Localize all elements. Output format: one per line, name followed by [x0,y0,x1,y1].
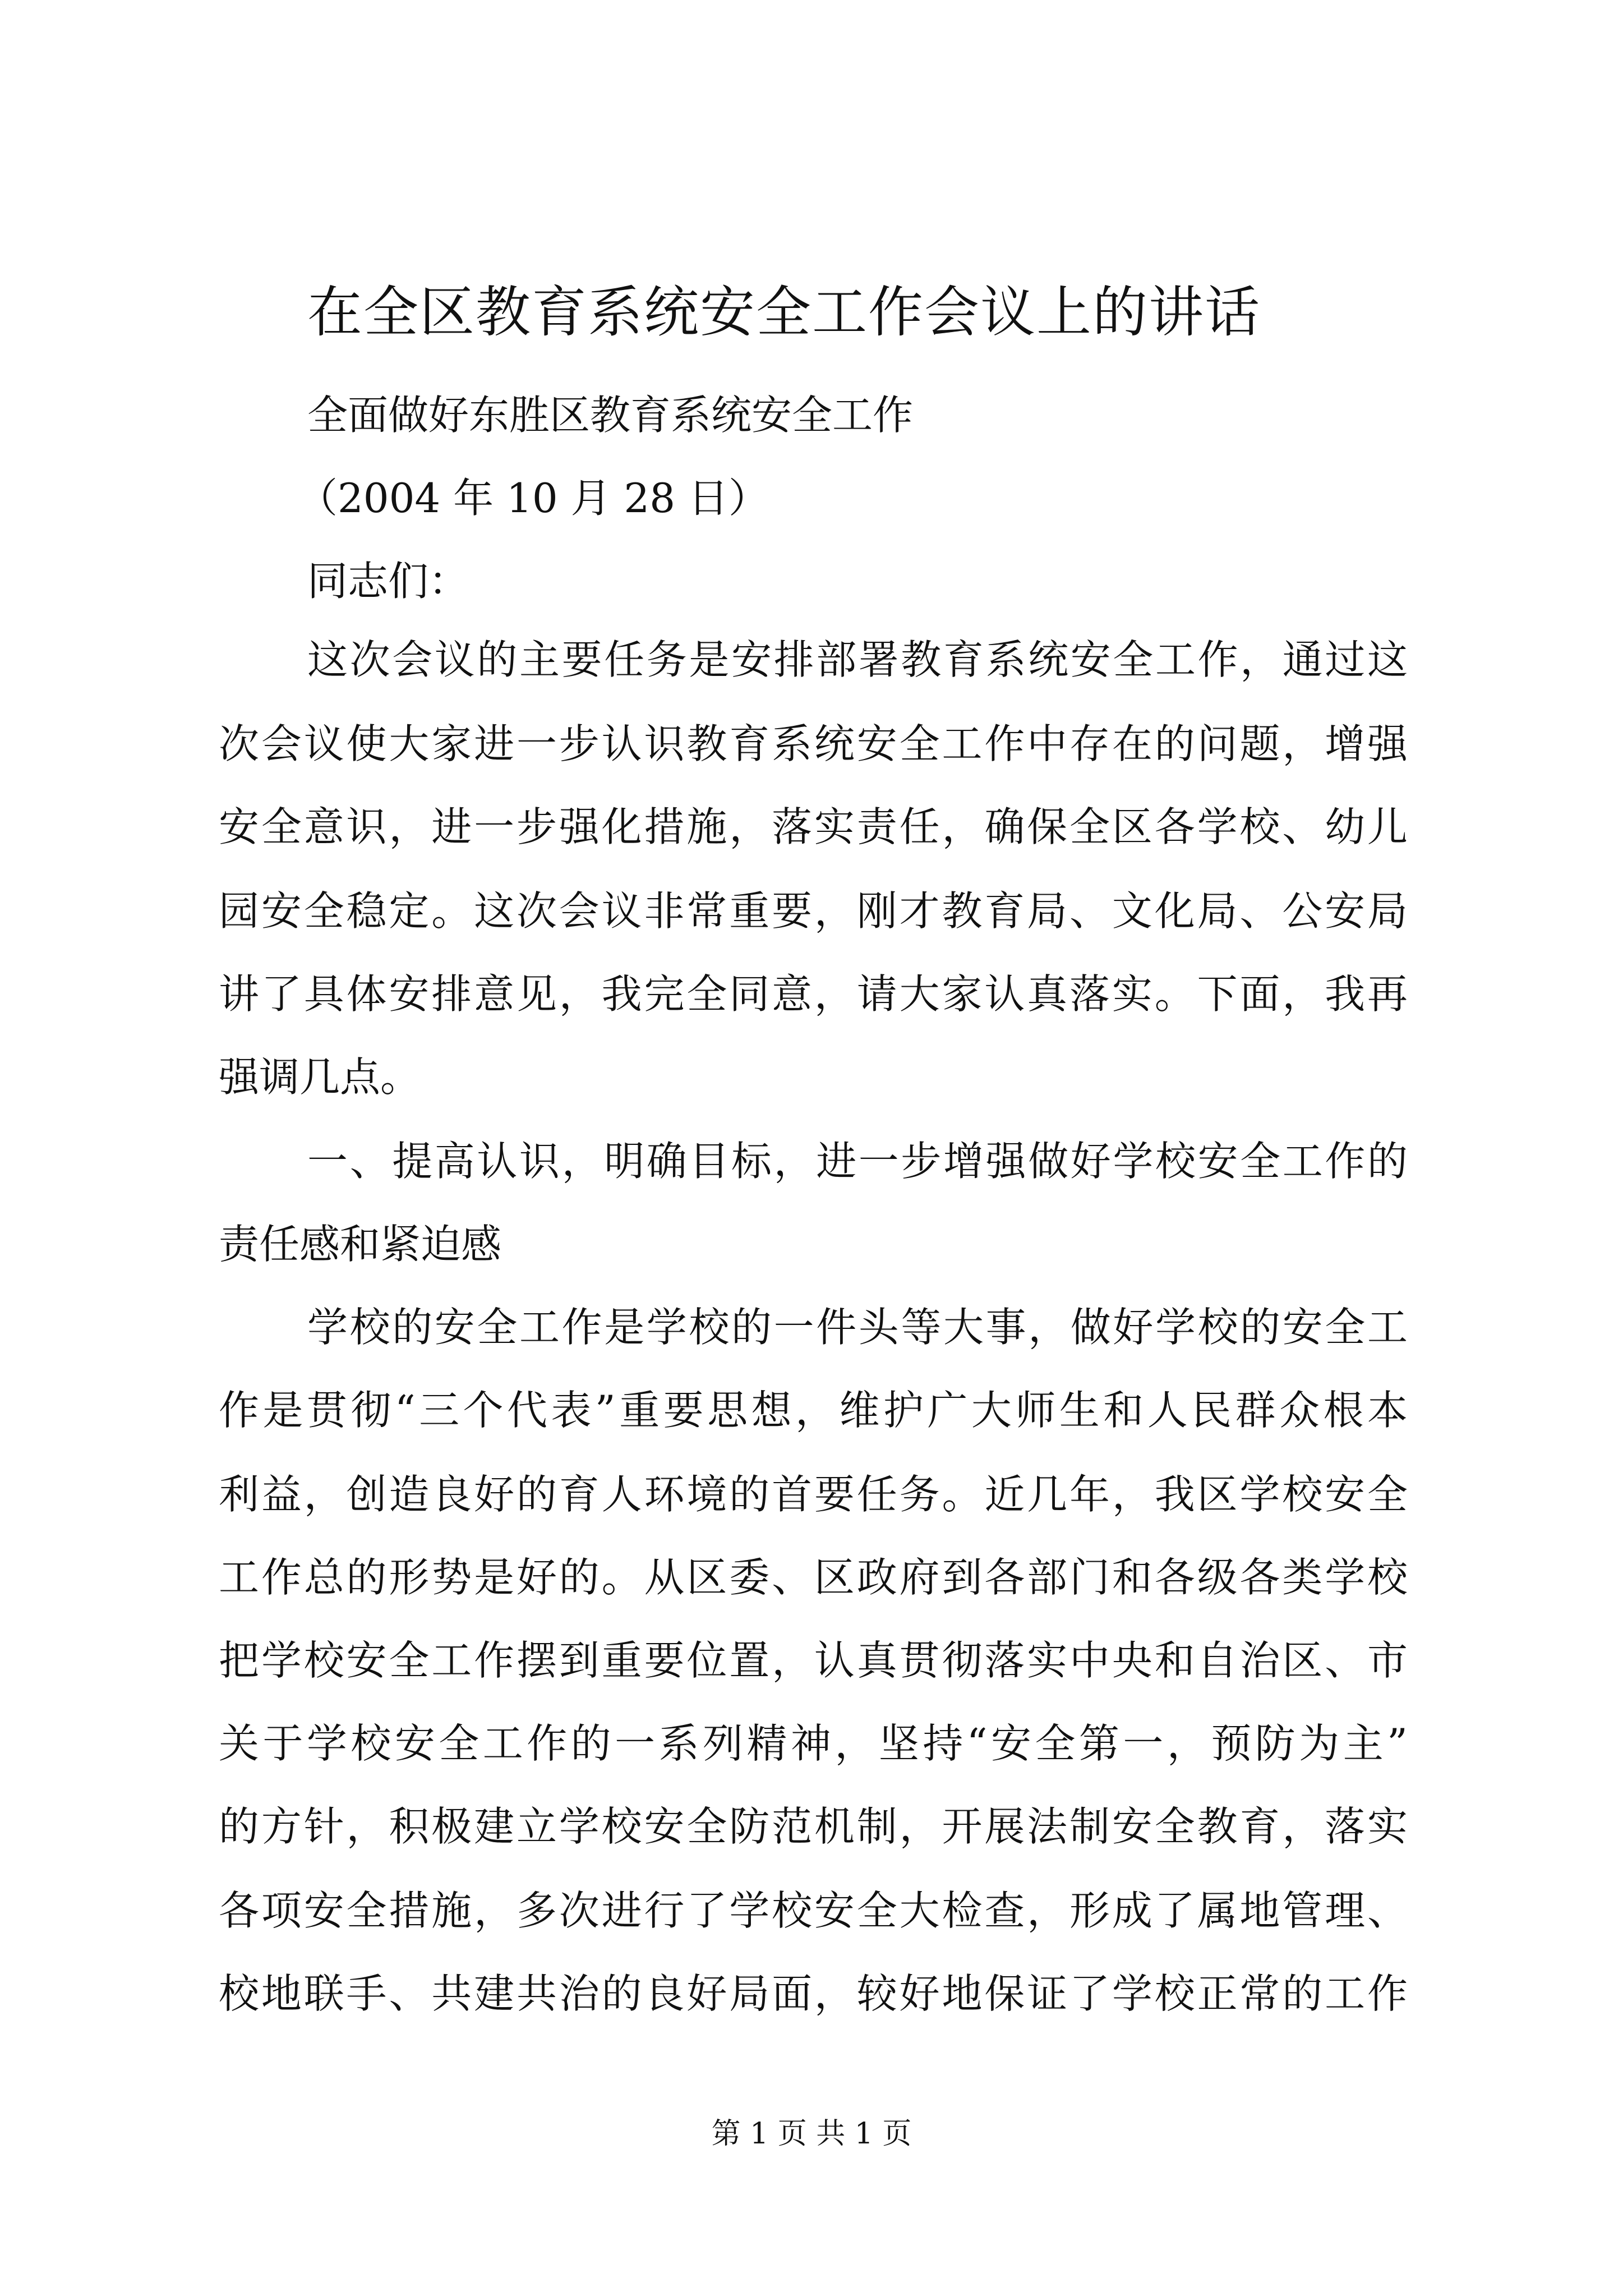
paragraph-line: 次会议使大家进一步认识教育系统安全工作中存在的问题，增强 [219,720,1408,767]
paragraph-line: 园安全稳定。这次会议非常重要，刚才教育局、文化局、公安局 [219,887,1408,935]
paragraph-line: 校地联手、共建共治的良好局面，较好地保证了学校正常的工作 [219,1970,1408,2017]
paragraph-line: 这次会议的主要任务是安排部署教育系统安全工作，通过这 [307,636,1408,683]
document-subtitle: 全面做好东胜区教育系统安全工作 [307,392,914,439]
paragraph-line: 作是贯彻“三个代表”重要思想，维护广大师生和人民群众根本 [219,1387,1408,1434]
document-date: （2004 年 10 月 28 日） [297,475,769,522]
paragraph-line: 讲了具体安排意见，我完全同意，请大家认真落实。下面，我再 [219,970,1408,1018]
paragraph-line: 安全意识，进一步强化措施，落实责任，确保全区各学校、幼儿 [219,803,1408,850]
paragraph-line: 把学校安全工作摆到重要位置，认真贯彻落实中央和自治区、市 [219,1637,1408,1684]
salutation: 同志们： [307,558,469,605]
paragraph-line: 的方针，积极建立学校安全防范机制，开展法制安全教育，落实 [219,1803,1408,1850]
page-footer: 第 1 页 共 1 页 [711,2117,912,2151]
paragraph-line: 利益，创造良好的育人环境的首要任务。近几年，我区学校安全 [219,1471,1408,1518]
paragraph-line: 强调几点。 [219,1053,421,1101]
paragraph-line: 学校的安全工作是学校的一件头等大事，做好学校的安全工 [307,1304,1408,1351]
paragraph-line: 工作总的形势是好的。从区委、区政府到各部门和各级各类学校 [219,1554,1408,1601]
paragraph-line: 各项安全措施，多次进行了学校安全大检查，形成了属地管理、 [219,1887,1408,1934]
paragraph-line: 关于学校安全工作的一系列精神，坚持“安全第一，预防为主” [219,1720,1408,1767]
section-heading-line: 一、提高认识，明确目标，进一步增强做好学校安全工作的 [307,1138,1408,1185]
document-title: 在全区教育系统安全工作会议上的讲话 [307,280,1261,344]
section-heading-line: 责任感和紧迫感 [219,1221,502,1268]
